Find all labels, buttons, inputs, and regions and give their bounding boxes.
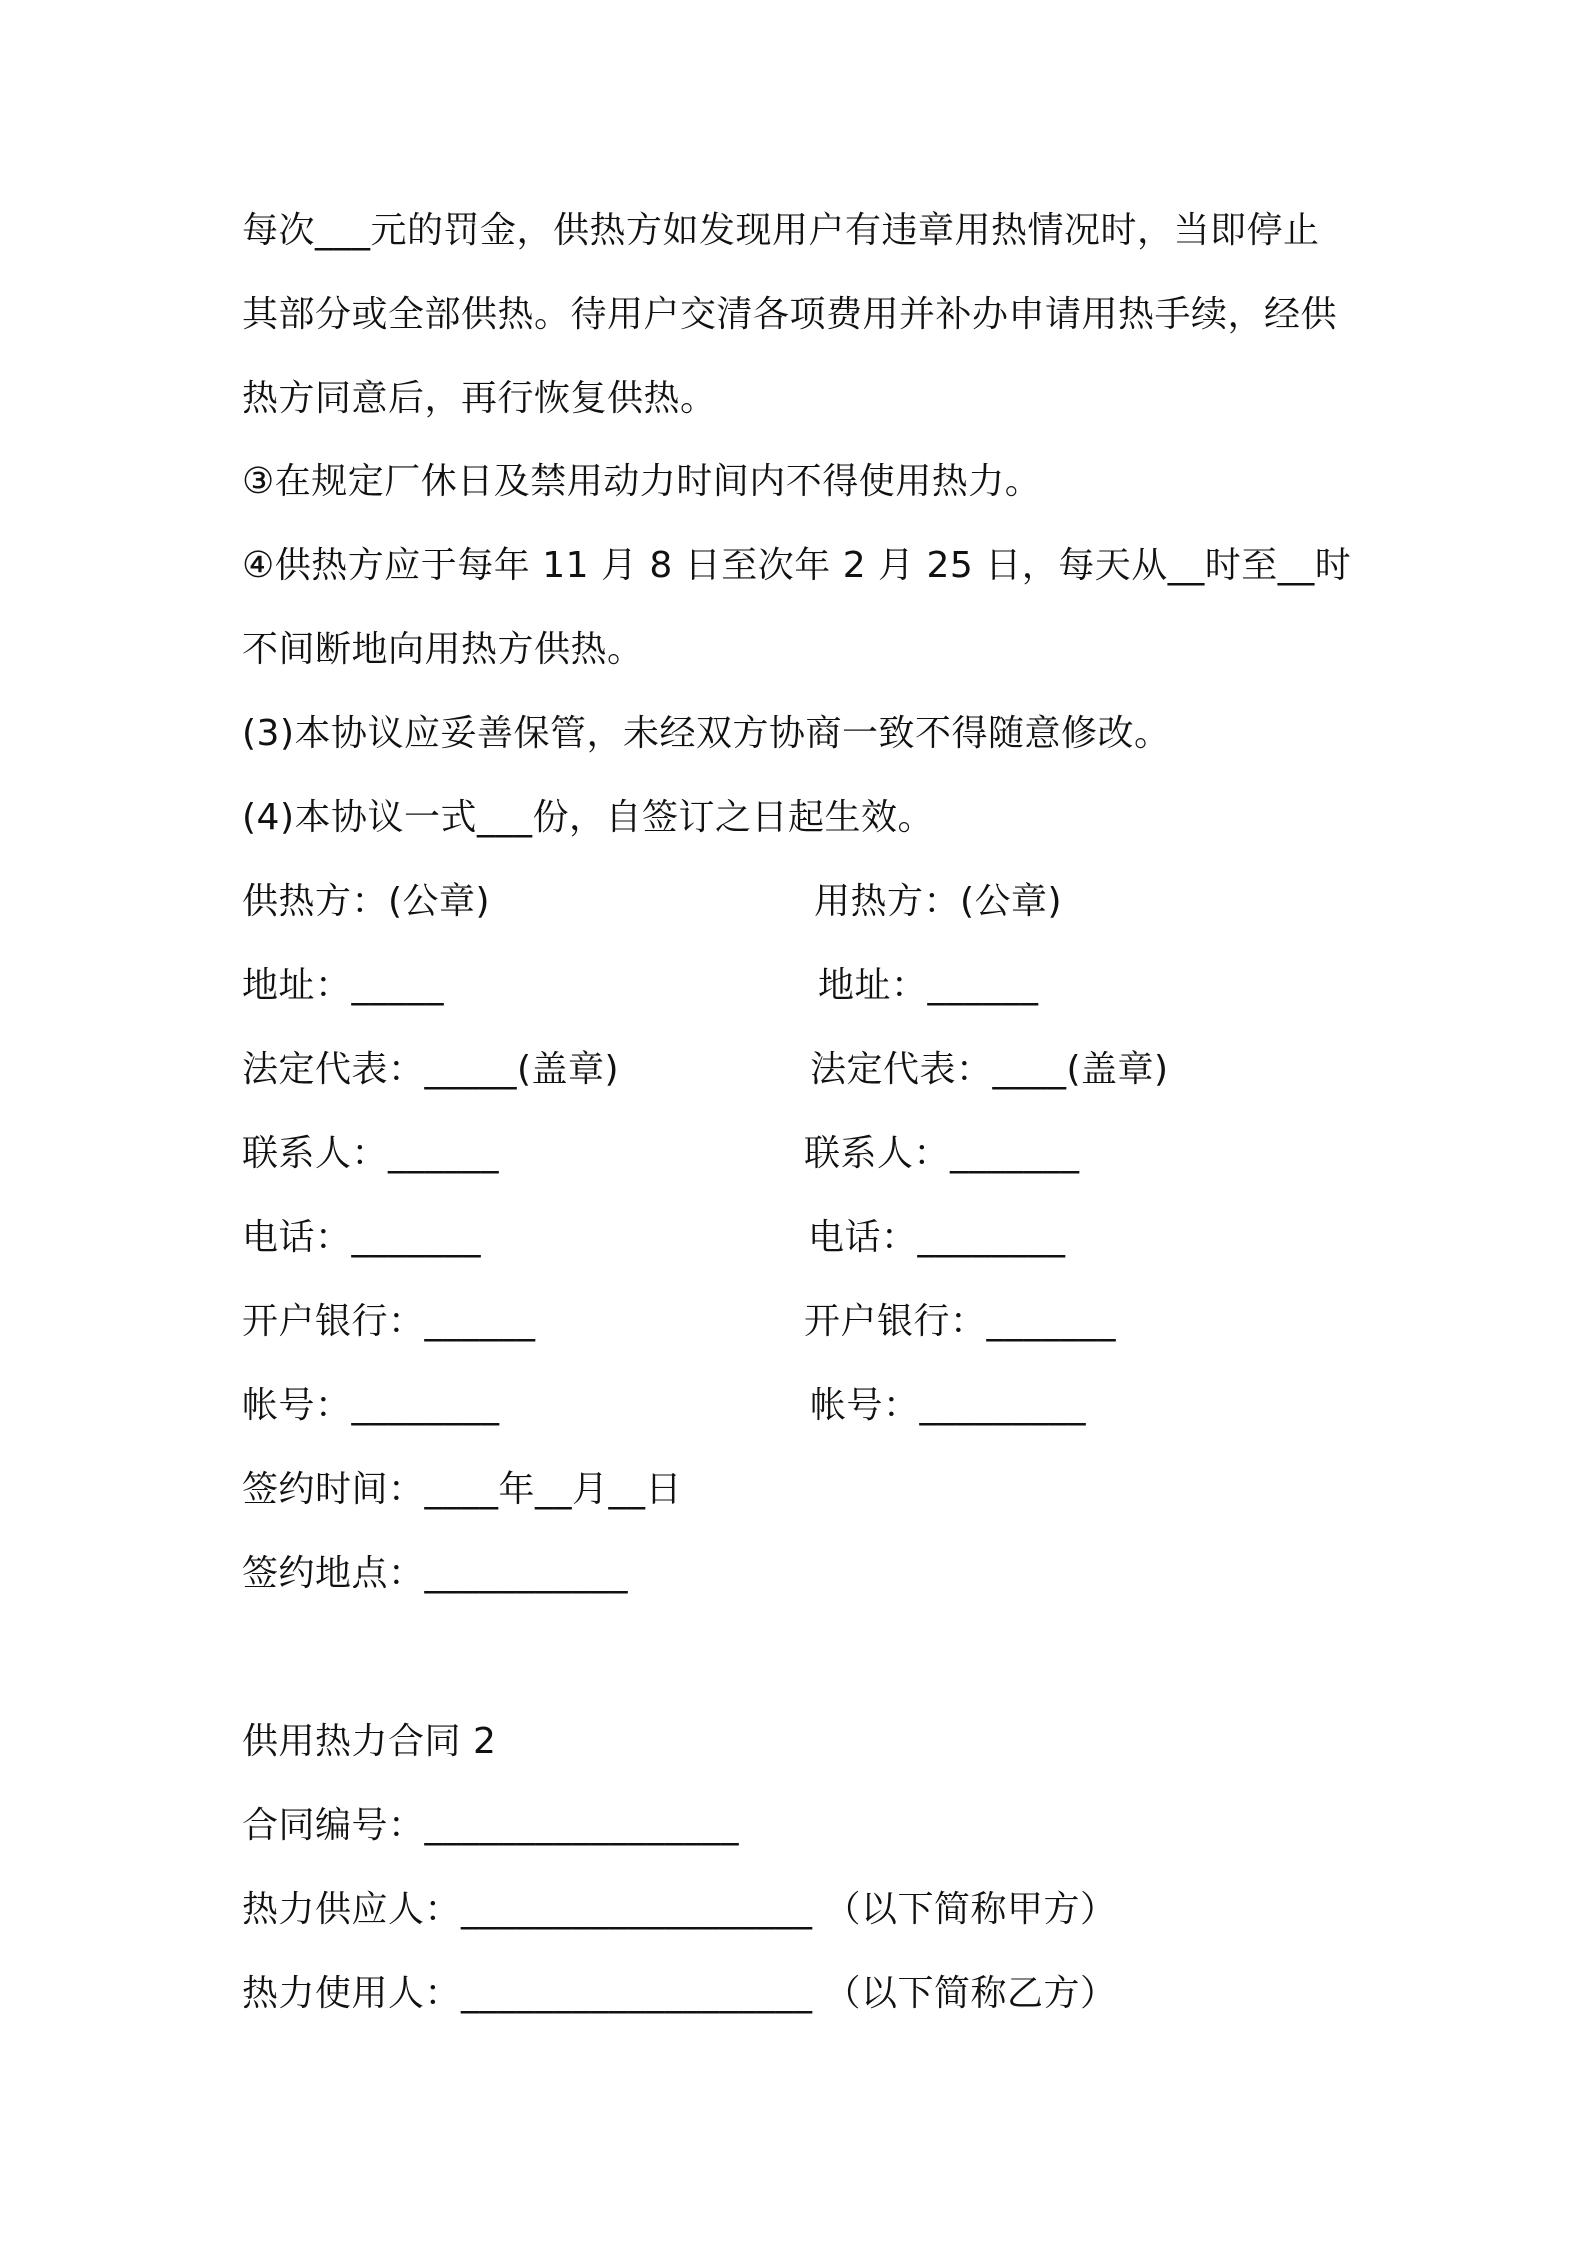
right-contact: 联系人：_______	[804, 1133, 1080, 1174]
contract-number: 合同编号：_________________	[242, 1805, 740, 1846]
clause-4-copies: (4)本协议一式___份，自签订之日起生效。	[242, 797, 934, 838]
left-phone: 电话：_______	[242, 1217, 482, 1258]
paragraph-penalty: 每次___元的罚金，供热方如发现用户有违章用热情况时，当即停止	[242, 210, 1320, 251]
left-legal-rep: 法定代表：_____(盖章)	[242, 1049, 620, 1090]
right-legal-rep: 法定代表：____(盖章)	[810, 1049, 1169, 1090]
left-account: 帐号：________	[242, 1385, 500, 1426]
right-address: 地址：______	[818, 965, 1039, 1006]
clause-4-continuation: 不间断地向用热方供热。	[242, 629, 644, 670]
heat-supplier: 热力供应人：___________________ （以下简称甲方）	[242, 1889, 1117, 1930]
left-bank: 开户银行：______	[242, 1301, 536, 1342]
right-party: 用热方：(公章)	[814, 881, 1063, 922]
sign-place: 签约地点：___________	[242, 1553, 629, 1594]
right-phone: 电话：________	[808, 1217, 1066, 1258]
contract-2-title: 供用热力合同 2	[242, 1721, 497, 1762]
paragraph-resume-supply: 热方同意后，再行恢复供热。	[242, 378, 717, 419]
left-party: 供热方：(公章)	[242, 881, 491, 922]
left-address: 地址：_____	[242, 965, 445, 1006]
clause-3-rest-days: ③在规定厂休日及禁用动力时间内不得使用热力。	[242, 461, 1042, 502]
heat-user: 热力使用人：___________________ （以下简称乙方）	[242, 1973, 1117, 2014]
right-bank: 开户银行：_______	[804, 1301, 1117, 1342]
clause-4-supply-period: ④供热方应于每年 11 月 8 日至次年 2 月 25 日，每天从__时至__时	[242, 545, 1352, 586]
clause-3-safekeeping: (3)本协议应妥善保管，未经双方协商一致不得随意修改。	[242, 713, 1171, 754]
paragraph-stop-supply: 其部分或全部供热。待用户交清各项费用并补办申请用热手续，经供	[242, 294, 1338, 335]
left-contact: 联系人：______	[242, 1133, 500, 1174]
right-account: 帐号：_________	[810, 1385, 1087, 1426]
sign-time: 签约时间：____年__月__日	[242, 1469, 683, 1510]
